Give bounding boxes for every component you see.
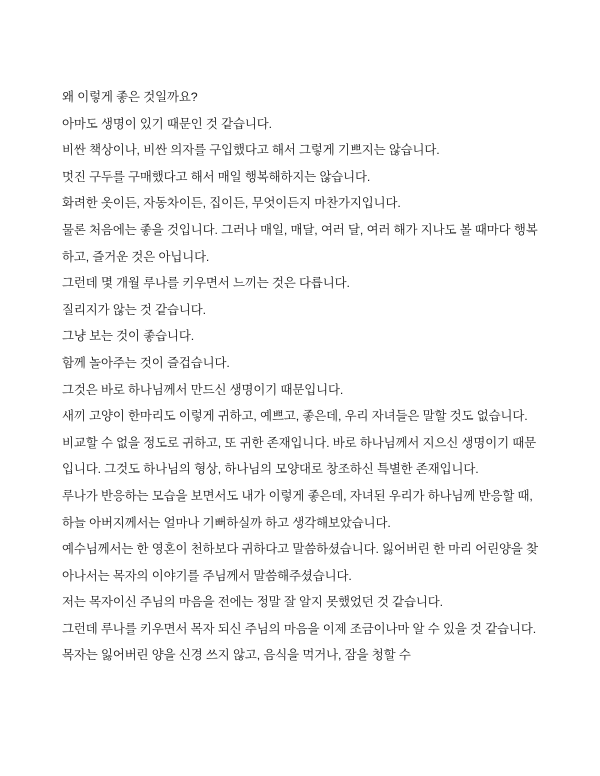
paragraph: 멋진 구두를 구매했다고 해서 매일 행복해하지는 않습니다. (62, 169, 371, 184)
paragraph: 아마도 생명이 있기 때문인 것 같습니다. (62, 116, 272, 131)
paragraph: 루나가 반응하는 모습을 보면서도 내가 이렇게 좋은데, 자녀된 우리가 하나님께 반응할 때, 하늘 아버지께서는 얼마나 기뻐하실까 하고 생각해보았습니다. (62, 488, 537, 530)
paragraph: 물론 처음에는 좋을 것입니다. 그러나 매일, 매달, 여러 달, 여러 해가 지나도 볼 때마다 행복하고, 즐거운 것은 아닙니다. (62, 222, 538, 264)
paragraph: 비싼 책상이나, 비싼 의자를 구입했다고 해서 그렇게 기쁘지는 않습니다. (62, 143, 440, 158)
paragraph: 그것은 바로 하나님께서 만드신 생명이기 때문입니다. (62, 382, 344, 397)
paragraph: 예수님께서는 한 영혼이 천하보다 귀하다고 말씀하셨습니다. 잃어버린 한 마리 어린양을 찾아나서는 목자의 이야기를 주님께서 말씀해주셨습니다. (62, 542, 538, 583)
paragraph: 왜 이렇게 좋은 것일까요? (62, 90, 198, 104)
document-body (62, 84, 538, 669)
paragraph: 그냥 보는 것이 좋습니다. (62, 329, 195, 344)
paragraph: 그런데 몇 개월 루나를 키우면서 느끼는 것은 다릅니다. (62, 276, 350, 291)
paragraph: 저는 목자이신 주님의 마음을 전에는 정말 잘 알지 못했었던 것 같습니다. (62, 595, 443, 610)
paragraph: 화려한 옷이든, 자동차이든, 집이든, 무엇이든지 마찬가지입니다. (62, 196, 401, 211)
paragraph: 함께 놀아주는 것이 즐겁습니다. (62, 355, 230, 370)
paragraph: 질리지가 않는 것 같습니다. (62, 302, 206, 317)
paragraph: 새끼 고양이 한마리도 이렇게 귀하고, 예쁘고, 좋은데, 우리 자녀들은 말할 것도 없습니다. 비교할 수 없을 정도로 귀하고, 또 귀한 존재입니다. 바로 하나님께서 지으신 생명이기 때문입니다. 그것도 하나님의 형상, 하나님의 모양대로 창조하신 특별한 존재입니다. (62, 409, 537, 477)
paragraph: 그런데 루나를 키우면서 목자 되신 주님의 마음을 이제 조금이나마 알 수 있을 것 같습니다. 목자는 잃어버린 양을 신경 쓰지 않고, 음식을 먹거나, 잠을 청할 수 (62, 621, 540, 663)
